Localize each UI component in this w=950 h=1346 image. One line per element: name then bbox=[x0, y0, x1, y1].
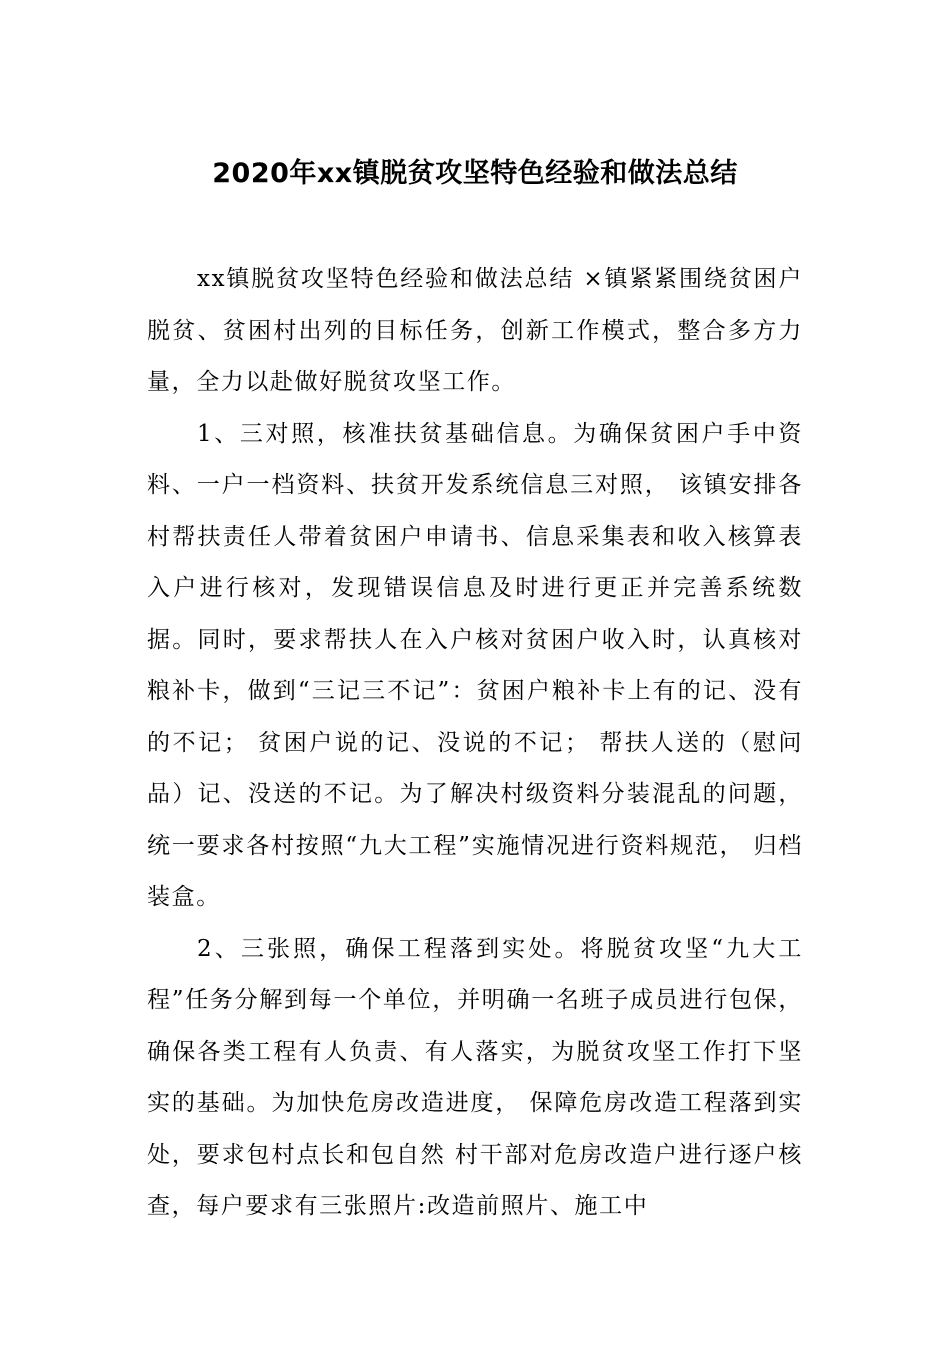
document-title: 2020年xx镇脱贫攻坚特色经验和做法总结 bbox=[212, 158, 738, 189]
paragraph-intro: xx镇脱贫攻坚特色经验和做法总结 ×镇紧紧围绕贫困户脱贫、贫困村出列的目标任务，创新工作模式，整合多方力量，全力以赴做好脱贫攻坚工作。 bbox=[147, 266, 803, 395]
document-body bbox=[147, 254, 803, 1233]
paragraph-section-1: 1、三对照，核准扶贫基础信息。为确保贫困户手中资料、一户一档资料、扶贫开发系统信息三对照， 该镇安排各村帮扶责任人带着贫困户申请书、信息采集表和收入核算表入户进行核对，发现错误信息及时进行更正并完善系统数据。同时，要求帮扶人在入户核对贫困户收入时，认真核对粮补卡，做到“三记三不记”：贫困户粮补卡上有的记、没有的不记； 贫困户说的记、没说的不记； 帮扶人送的（慰问品）记、没送的不记。为了解决村级资料分装混乱的问题，统一要求各村按照“九大工程”实施情况进行资料规范， 归档装盒。 bbox=[147, 420, 803, 910]
paragraph-section-2: 2、三张照，确保工程落到实处。将脱贫攻坚“九大工程”任务分解到每一个单位，并明确一名班子成员进行包保，确保各类工程有人负责、有人落实，为脱贫攻坚工作打下坚实的基础。为加快危房改造进度， 保障危房改造工程落到实处，要求包村点长和包自然 村干部对危房改造户进行逐户核查，每户要求有三张照片:改造前照片、施工中 bbox=[147, 935, 803, 1219]
